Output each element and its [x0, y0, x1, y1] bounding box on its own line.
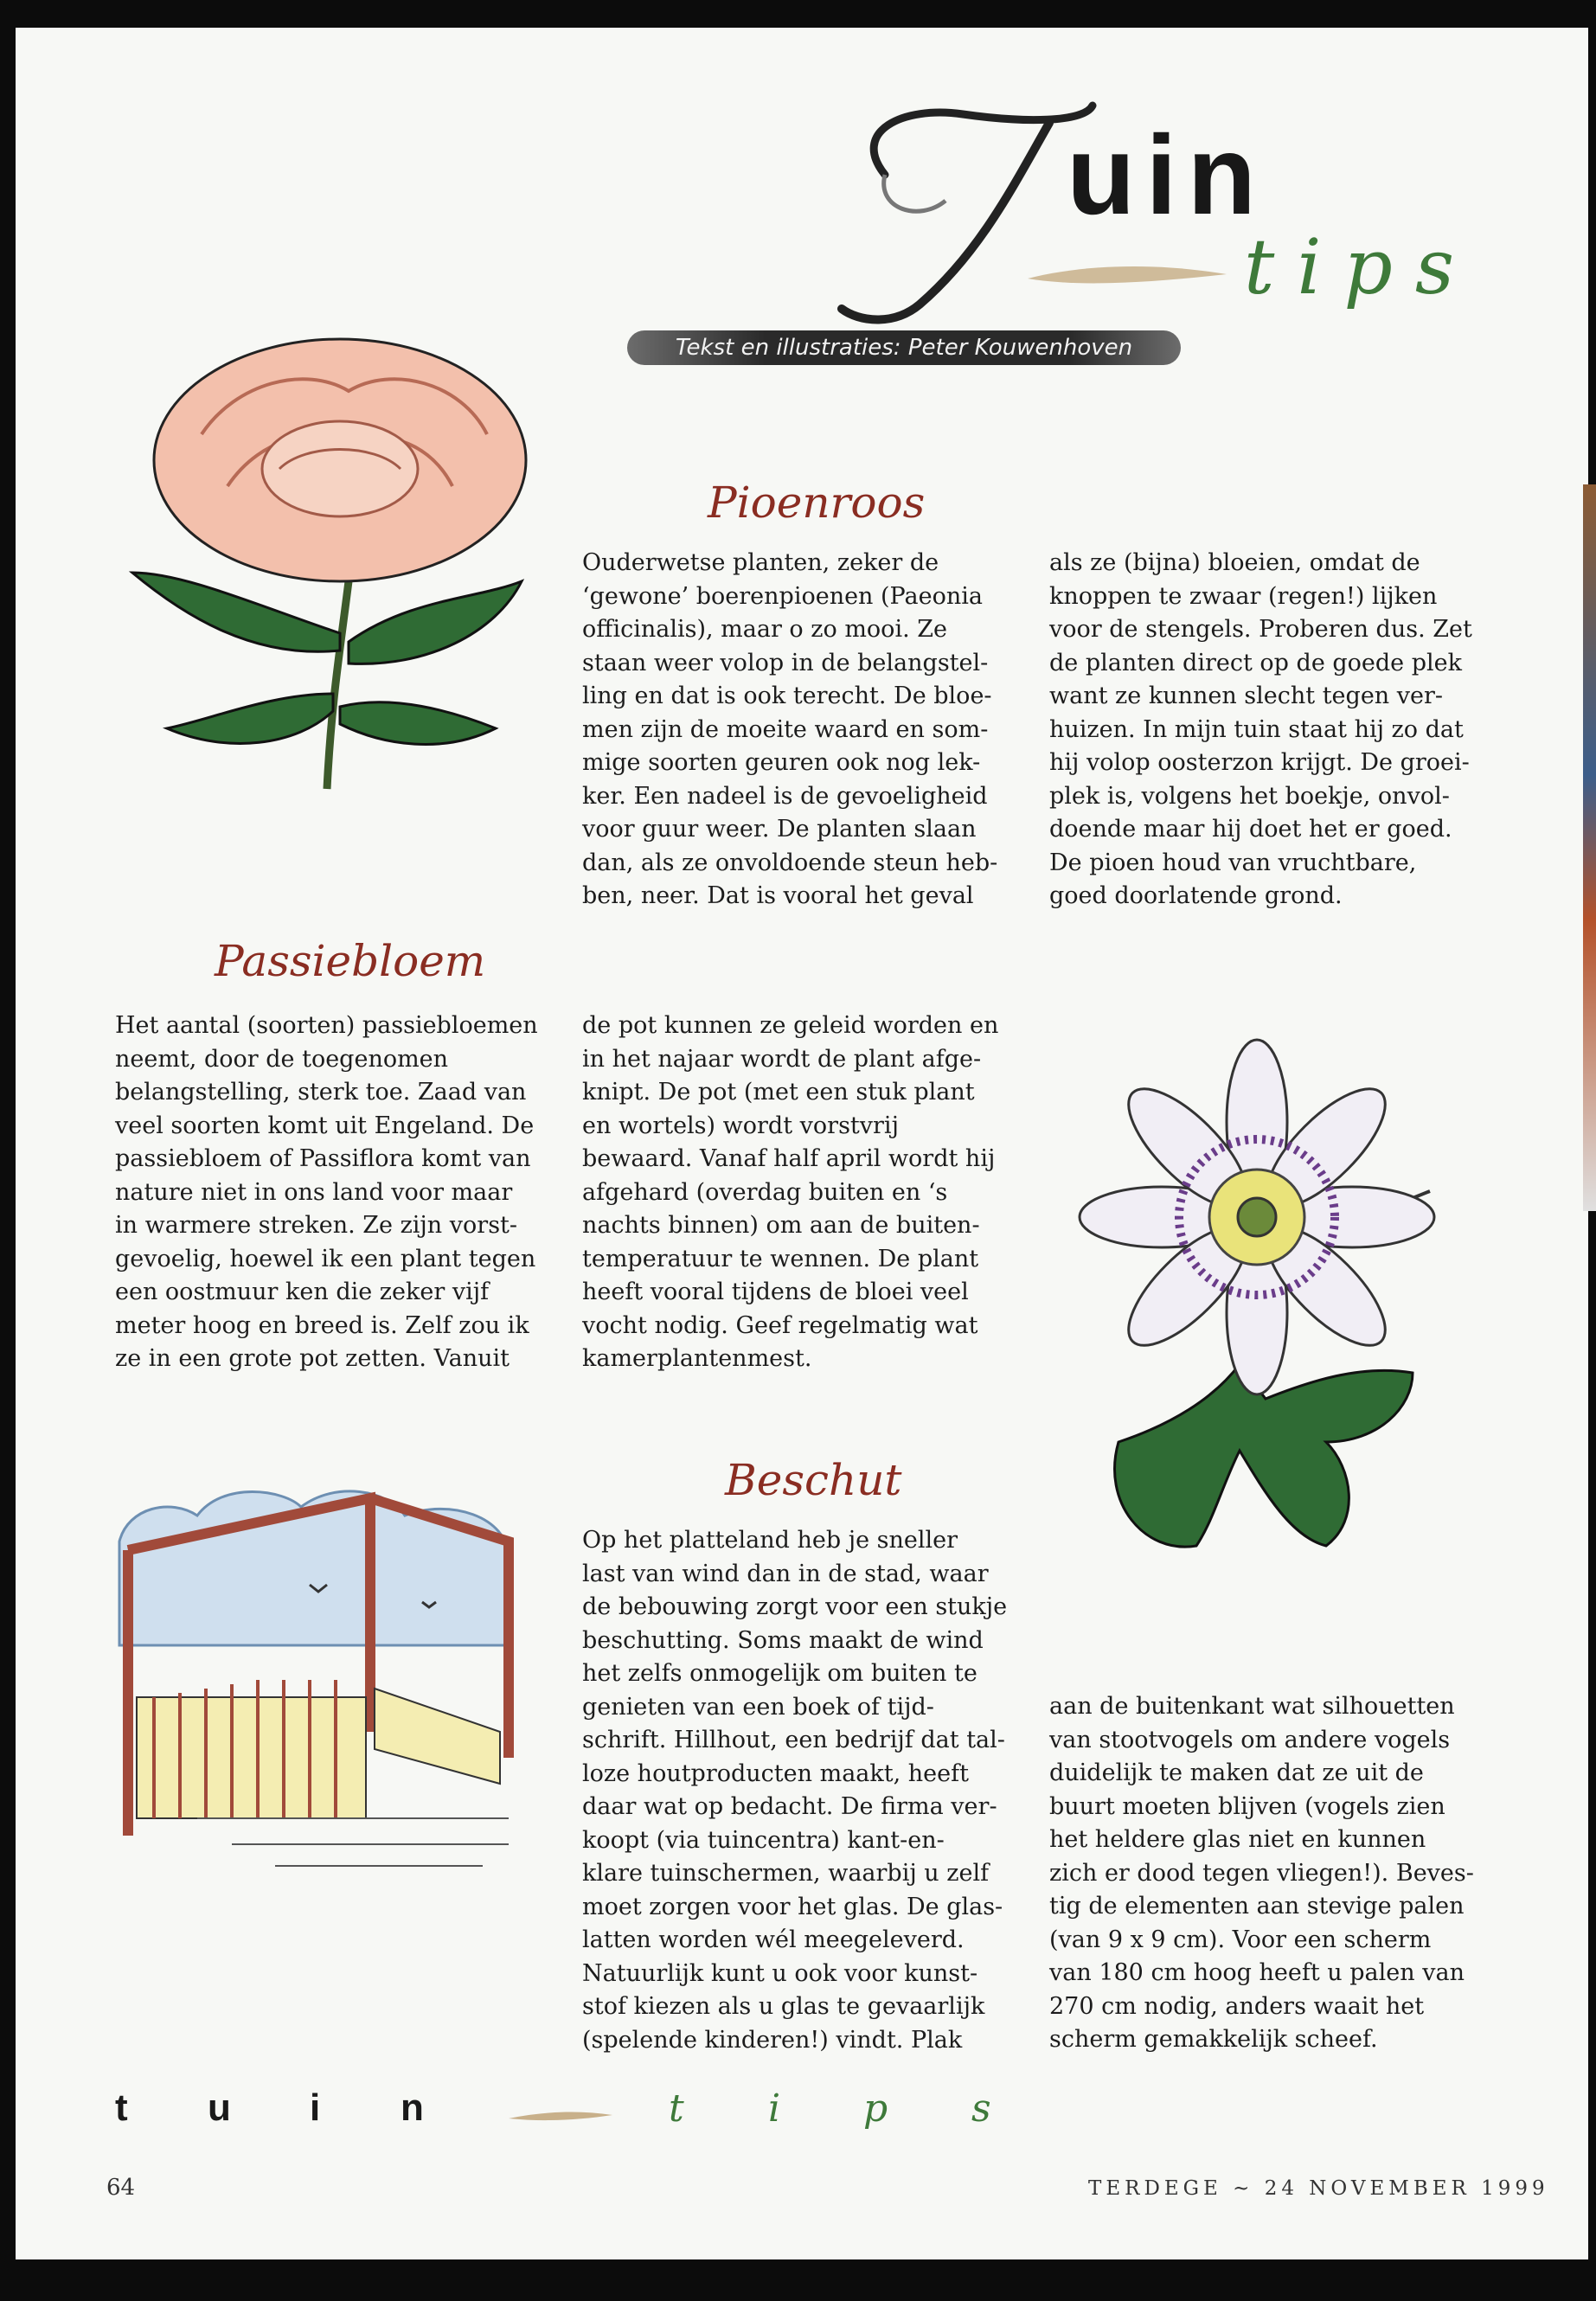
text-line: de bebouwing zorgt voor een stukje: [582, 1593, 1008, 1620]
text-line: nachts binnen) om aan de buiten-: [582, 1212, 980, 1239]
text-line: temperatuur te wennen. De plant: [582, 1245, 979, 1272]
text-line: ‘gewone’ boerenpioenen (Paeonia: [582, 582, 983, 610]
footer-letter: u: [208, 2086, 231, 2129]
text-line: kamerplantenmest.: [582, 1345, 812, 1372]
text-line: koopt (via tuincentra) kant-en-: [582, 1826, 945, 1854]
text-line: de planten direct op de goede plek: [1049, 649, 1462, 676]
text-line: stof kiezen als u glas te gevaarlijk: [582, 1993, 985, 2020]
text-line: Ouderwetse planten, zeker de: [582, 549, 939, 576]
text-line: Het aantal (soorten) passiebloemen: [115, 1012, 538, 1039]
text-line: genieten van een boek of tijd-: [582, 1693, 934, 1721]
footer-letter: i: [768, 2086, 781, 2131]
text-line: buurt moeten blijven (vogels zien: [1049, 1792, 1445, 1820]
text-line: gevoelig, hoewel ik een plant tegen: [115, 1245, 536, 1272]
text-line: knipt. De pot (met een stuk plant: [582, 1079, 975, 1106]
text-line: daar wat op bedacht. De firma ver-: [582, 1793, 997, 1820]
text-line: voor guur weer. De planten slaan: [582, 816, 977, 843]
peony-illustration: [132, 322, 582, 806]
text-line: ker. Een nadeel is de gevoeligheid: [582, 782, 988, 810]
text-line: in het najaar wordt de plant afge-: [582, 1045, 982, 1073]
pioenroos-col-2: [1049, 547, 1516, 913]
text-line: goed doorlatende grond.: [1049, 882, 1343, 909]
text-line: dan, als ze onvoldoende steun heb-: [582, 849, 998, 876]
text-line: voor de stengels. Proberen dus. Zet: [1049, 616, 1472, 643]
adjacent-page-edge: [1583, 484, 1596, 1211]
footer-letter: t: [669, 2086, 684, 2131]
text-line: zich er dood tegen vliegen!). Beves-: [1049, 1859, 1474, 1887]
text-line: en wortels) wordt vorstvrij: [582, 1112, 899, 1139]
text-line: knoppen te zwaar (regen!) lijken: [1049, 582, 1438, 610]
text-line: passiebloem of Passiflora komt van: [115, 1145, 531, 1172]
text-line: belangstelling, sterk toe. Zaad van: [115, 1079, 527, 1106]
text-line: 270 cm nodig, anders waait het: [1049, 1992, 1425, 2020]
text-line: van stootvogels om andere vogels: [1049, 1726, 1451, 1753]
text-line: bewaard. Vanaf half april wordt hij: [582, 1145, 996, 1172]
text-line: men zijn de moeite waard en som-: [582, 715, 989, 743]
text-line: (van 9 x 9 cm). Voor een scherm: [1049, 1926, 1432, 1953]
heading-pioenroos: Pioenroos: [708, 478, 926, 528]
text-line: duidelijk te maken dat ze uit de: [1049, 1759, 1424, 1786]
text-line: als ze (bijna) bloeien, omdat de: [1049, 549, 1420, 576]
text-line: veel soorten komt uit Engeland. De: [115, 1112, 535, 1139]
text-line: ben, neer. Dat is vooral het geval: [582, 882, 974, 909]
footer-brush-stroke: [509, 2108, 612, 2125]
text-line: officinalis), maar o zo mooi. Ze: [582, 616, 947, 643]
text-line: nature niet in ons land voor maar: [115, 1178, 513, 1206]
text-line: schrift. Hillhout, een bedrijf dat tal-: [582, 1727, 1005, 1753]
heading-passiebloem: Passiebloem: [215, 936, 486, 986]
text-line: meter hoog en breed is. Zelf zou ik: [115, 1311, 529, 1339]
text-line: staan weer volop in de belangstel-: [582, 649, 989, 676]
text-line: (spelende kinderen!) vindt. Plak: [582, 2026, 963, 2054]
text-line: het zelfs onmogelijk om buiten te: [582, 1660, 977, 1687]
garden-screen-illustration: [102, 1472, 535, 1870]
text-line: aan de buitenkant wat silhouetten: [1049, 1693, 1455, 1720]
magazine-page: [16, 28, 1588, 2259]
text-line: ling en dat is ook terecht. De bloe-: [582, 683, 992, 709]
beschut-col-1: [582, 1524, 1032, 2057]
text-line: loze houtproducten maakt, heeft: [582, 1759, 969, 1787]
text-line: het heldere glas niet en kunnen: [1049, 1826, 1426, 1853]
text-line: afgehard (overdag buiten en ‘s: [582, 1178, 948, 1206]
text-line: huizen. In mijn tuin staat hij zo dat: [1049, 715, 1464, 743]
passiebloem-col-2: [582, 1009, 1032, 1376]
page-number: 64: [106, 2175, 136, 2201]
text-line: Op het platteland heb je sneller: [582, 1527, 958, 1554]
pioenroos-col-1: [582, 547, 1032, 913]
footer-letter: s: [971, 2086, 991, 2131]
text-line: ze in een grote pot zetten. Vanuit: [115, 1345, 510, 1372]
issue-line: TERDEGE ~ 24 NOVEMBER 1999: [1088, 2177, 1549, 2200]
masthead-uin: uin: [1067, 112, 1266, 238]
text-line: een oostmuur ken die zeker vijf: [115, 1279, 490, 1305]
text-line: last van wind dan in de stad, waar: [582, 1560, 989, 1587]
text-line: neemt, door de toegenomen: [115, 1045, 449, 1073]
text-line: beschutting. Soms maakt de wind: [582, 1626, 984, 1654]
text-line: moet zorgen voor het glas. De glas-: [582, 1893, 1003, 1920]
passiebloem-col-1: [115, 1009, 582, 1376]
masthead-tips: tips: [1244, 222, 1477, 311]
text-line: De pioen houd van vruchtbare,: [1049, 849, 1417, 876]
text-line: tig de elementen aan stevige palen: [1049, 1893, 1465, 1920]
text-line: want ze kunnen slecht tegen ver-: [1049, 683, 1444, 709]
passion-flower-illustration: [1067, 1035, 1447, 1572]
beschut-col-2: [1049, 1690, 1516, 2057]
text-line: latten worden wél meegeleverd.: [582, 1926, 965, 1953]
text-line: Natuurlijk kunt u ook voor kunst-: [582, 1959, 978, 1987]
text-line: mige soorten geuren ook nog lek-: [582, 749, 981, 776]
footer-letter: n: [401, 2086, 424, 2129]
footer-letter: p: [863, 2086, 888, 2131]
brush-stroke-decoration: [1028, 257, 1227, 292]
footer-letter: t: [115, 2086, 128, 2129]
text-line: doende maar hij doet het er goed.: [1049, 816, 1452, 843]
text-line: de pot kunnen ze geleid worden en: [582, 1012, 999, 1039]
author-credit-bar: Tekst en illustraties: Peter Kouwenhoven: [627, 330, 1181, 365]
text-line: klare tuinschermen, waarbij u zelf: [582, 1860, 990, 1887]
text-line: plek is, volgens het boekje, onvol-: [1049, 782, 1450, 810]
heading-beschut: Beschut: [725, 1455, 902, 1505]
text-line: van 180 cm hoog heeft u palen van: [1049, 1959, 1465, 1986]
text-line: in warmere streken. Ze zijn vorst-: [115, 1212, 518, 1239]
text-line: vocht nodig. Geef regelmatig wat: [582, 1311, 978, 1339]
text-line: hij volop oosterzon krijgt. De groei-: [1049, 749, 1470, 776]
footer-letter: i: [310, 2086, 321, 2129]
text-line: heeft vooral tijdens de bloei veel: [582, 1279, 969, 1305]
text-line: scherm gemakkelijk scheef.: [1049, 2026, 1378, 2053]
